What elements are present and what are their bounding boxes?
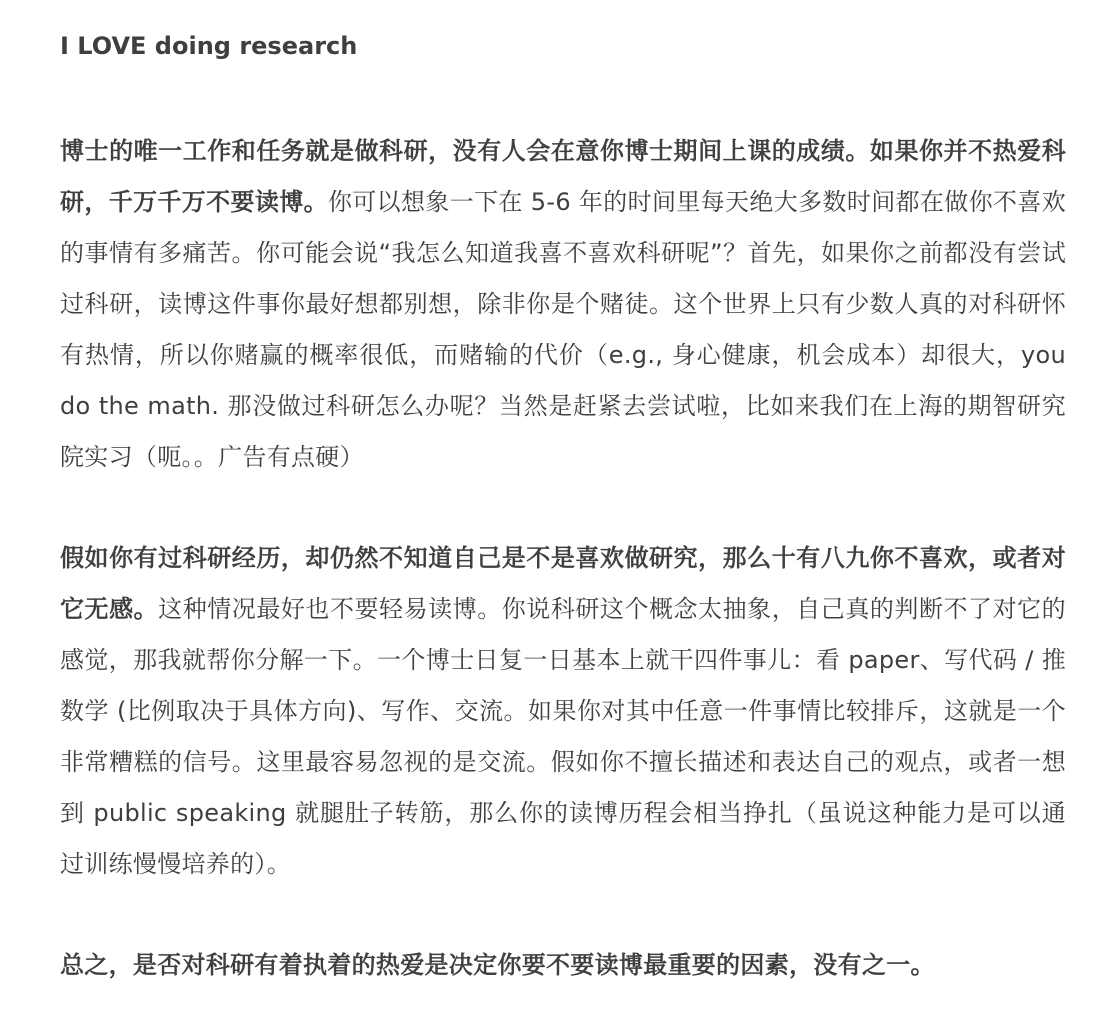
- paragraph-passion-text: 你可以想象一下在 5-6 年的时间里每天绝大多数时间都在做你不喜欢的事情有多痛苦。你可能会说“我怎么知道我喜不喜欢科研呢”？首先，如果你之前都没有尝试过科研，读博这件事你最好想都别想，除非你是个赌徒。这个世界上只有少数人真的对科研怀有热情，所以你赌赢的概率很低，而赌输的代价（e.g., 身心健康，机会成本）却很大，you do the math. 那没做过科研怎么办呢？当然是赶紧去尝试啦，比如来我们在上海的期智研究院实习（呃。。广告有点硬）: [60, 188, 1066, 471]
- paragraph-conclusion: [60, 940, 1066, 991]
- paragraph-experience-text: 这种情况最好也不要轻易读博。你说科研这个概念太抽象，自己真的判断不了对它的感觉，那我就帮你分解一下。一个博士日复一日基本上就干四件事儿：看 paper、写代码 / 推数学 (比例取决于具体方向)、写作、交流。如果你对其中任意一件事情比较排斥，这就是一个非常糟糕的信号。这里最容易忽视的是交流。假如你不擅长描述和表达自己的观点，或者一想到 public speaking 就腿肚子转筋，那么你的读博历程会相当挣扎（虽说这种能力是可以通过训练慢慢培养的）。: [60, 595, 1066, 878]
- paragraph-passion: [60, 126, 1066, 483]
- paragraph-passion-bold: 博士的唯一工作和任务就是做科研，没有人会在意你博士期间上课的成绩。如果你并不热爱科研，千万千万不要读博。: [60, 137, 1066, 216]
- paragraph-experience: [60, 533, 1066, 890]
- section-heading: I LOVE doing research: [60, 32, 358, 60]
- article: [60, 26, 1066, 979]
- paragraph-conclusion-bold: 总之，是否对科研有着执着的热爱是决定你要不要读博最重要的因素，没有之一。: [60, 951, 935, 979]
- paragraph-experience-bold: 假如你有过科研经历，却仍然不知道自己是不是喜欢做研究，那么十有八九你不喜欢，或者对它无感。: [60, 544, 1066, 623]
